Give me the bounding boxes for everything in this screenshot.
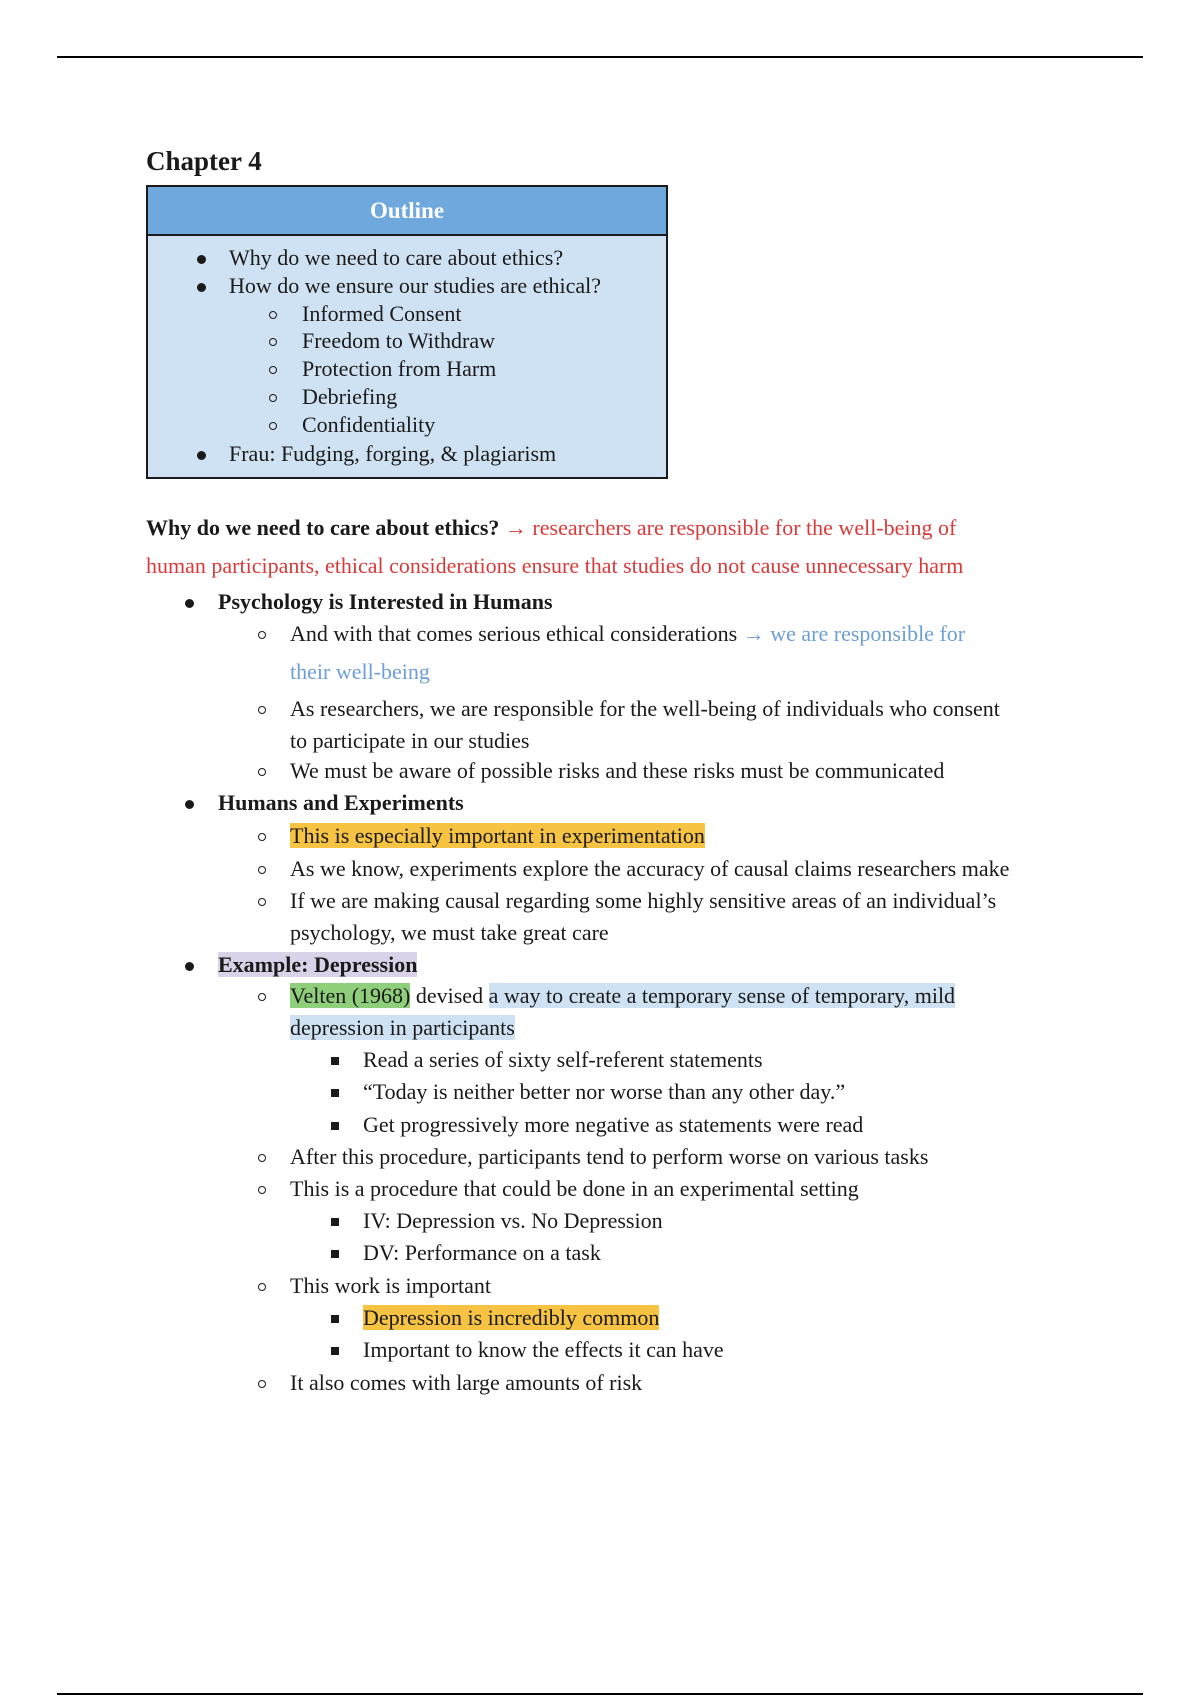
bullet-disc (185, 599, 194, 608)
example-title: Example: Depression (218, 952, 418, 977)
way-highlight-2: depression in participants (290, 1015, 515, 1040)
outline-table (146, 185, 668, 479)
outline-subitem: Debriefing (302, 384, 398, 409)
bullet-disc (197, 255, 206, 264)
section-heading: Why do we need to care about ethics? (146, 515, 500, 540)
example-point-5: It also comes with large amounts of risk (290, 1370, 643, 1395)
bullet-circle (269, 394, 277, 402)
bullet-circle (269, 366, 277, 374)
effects-item: Important to know the effects it can have (363, 1337, 724, 1362)
bullet-disc (197, 283, 206, 292)
chapter-title: Chapter 4 (146, 146, 262, 176)
outline-item: Frau: Fudging, forging, & plagiarism (229, 441, 557, 466)
outline-subitem: Informed Consent (302, 301, 462, 326)
way-highlight-1: a way to create a temporary sense of temporary, mild (488, 983, 956, 1008)
outline-subitem: Freedom to Withdraw (302, 328, 496, 353)
bullet-square (331, 1347, 339, 1355)
example-sub-1: Read a series of sixty self-referent statements (363, 1047, 763, 1072)
bullet-circle (258, 706, 266, 714)
psych-point-1-blue-cont: their well-being (290, 659, 430, 684)
bullet-circle (258, 833, 266, 841)
section-answer-1: researchers are responsible for the well-being of (532, 515, 957, 540)
bullet-square (331, 1250, 339, 1258)
velten-citation: Velten (1968) (290, 983, 411, 1008)
example-title-line (218, 952, 417, 978)
psych-point-1-blue: → we are responsible for (742, 621, 966, 646)
bullet-square (331, 1218, 339, 1226)
humans-point-1 (290, 823, 705, 849)
humans-point-1-highlight: This is especially important in experimentation (290, 823, 705, 848)
footer-rule (57, 1693, 1143, 1695)
bullet-square (331, 1122, 339, 1130)
bullet-square (331, 1057, 339, 1065)
bullet-circle (258, 866, 266, 874)
dv-item: DV: Performance on a task (363, 1240, 601, 1265)
example-point-1 (290, 983, 955, 1009)
header-rule (57, 56, 1143, 58)
example-point-3: This is a procedure that could be done in an experimental setting (290, 1176, 859, 1201)
psych-point-1 (290, 621, 965, 647)
bullet-circle (258, 631, 266, 639)
outline-subitem: Confidentiality (302, 412, 436, 437)
example-sub-3: Get progressively more negative as statements were read (363, 1112, 864, 1137)
psych-point-2b: to participate in our studies (290, 728, 530, 753)
bullet-circle (258, 768, 266, 776)
section-heading-line (146, 515, 956, 541)
bullet-circle (258, 993, 266, 1001)
psych-title: Psychology is Interested in Humans (218, 589, 553, 614)
section-answer-2: human participants, ethical considerations ensure that studies do not cause unnecessary harm (146, 553, 964, 578)
devised-text: devised (410, 983, 489, 1008)
example-point-2: After this procedure, participants tend to perform worse on various tasks (290, 1144, 929, 1169)
bullet-circle (269, 311, 277, 319)
outline-header: Outline (148, 187, 666, 236)
humans-point-3b: psychology, we must take great care (290, 920, 609, 945)
iv-item: IV: Depression vs. No Depression (363, 1208, 663, 1233)
bullet-circle (258, 1154, 266, 1162)
example-point-4: This work is important (290, 1273, 492, 1298)
humans-point-2: As we know, experiments explore the accuracy of causal claims researchers make (290, 856, 1010, 881)
humans-point-3a: If we are making causal regarding some highly sensitive areas of an individual’s (290, 888, 997, 913)
bullet-square (331, 1315, 339, 1323)
psych-point-2a: As researchers, we are responsible for the well-being of individuals who consent (290, 696, 1000, 721)
bullet-circle (258, 1380, 266, 1388)
bullet-disc (185, 962, 194, 971)
bullet-circle (258, 1283, 266, 1291)
psych-point-3: We must be aware of possible risks and these risks must be communicated (290, 758, 945, 783)
example-point-1b (290, 1015, 515, 1041)
bullet-circle (258, 1186, 266, 1194)
common-highlight: Depression is incredibly common (363, 1305, 660, 1330)
bullet-square (331, 1089, 339, 1097)
example-sub-2: “Today is neither better nor worse than any other day.” (363, 1079, 846, 1104)
common-item (363, 1305, 659, 1331)
psych-point-1-text: And with that comes serious ethical considerations (290, 621, 738, 646)
arrow-icon: → (504, 515, 527, 540)
outline-subitem: Protection from Harm (302, 356, 497, 381)
humans-title: Humans and Experiments (218, 790, 464, 815)
outline-item: How do we ensure our studies are ethical? (229, 273, 602, 298)
outline-item: Why do we need to care about ethics? (229, 245, 564, 270)
bullet-disc (185, 800, 194, 809)
bullet-disc (197, 451, 206, 460)
bullet-circle (258, 898, 266, 906)
bullet-circle (269, 338, 277, 346)
bullet-circle (269, 422, 277, 430)
